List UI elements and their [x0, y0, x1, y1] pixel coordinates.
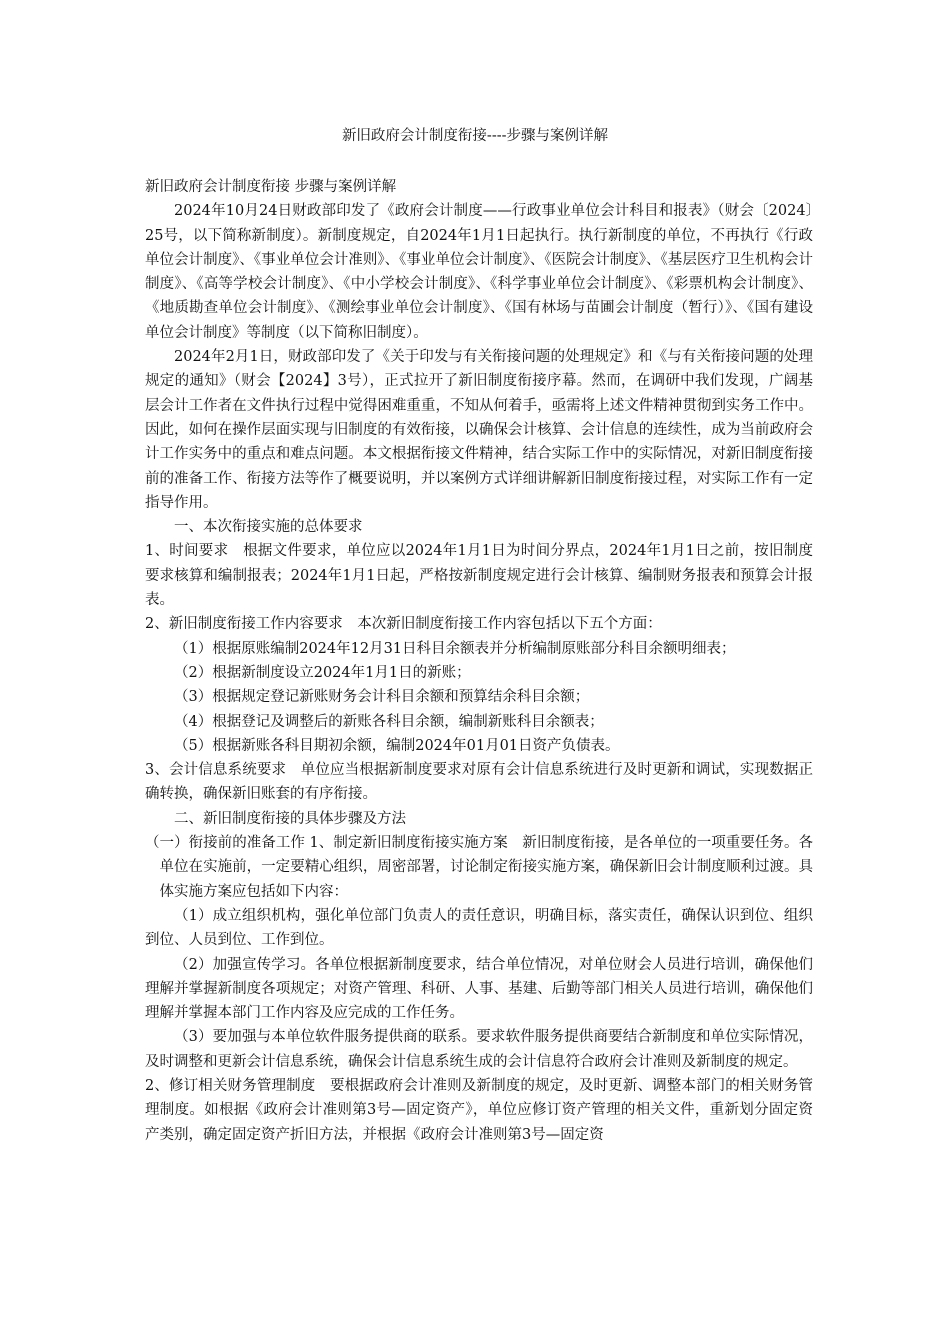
body-paragraph: （一）衔接前的准备工作 1、制定新旧制度衔接实施方案 新旧制度衔接，是各单位的一项重要任务。各单位在实施前，一定要精心组织，周密部署，讨论制定衔接实施方案，确保新旧会计制度顺利过渡。具体实施方案应包括如下内容： — [145, 835, 813, 900]
body-paragraph: 2024年2月1日，财政部印发了《关于印发与有关衔接问题的处理规定》和《与有关衔接问题的处理规定的通知》（财会【2024】3号），正式拉开了新旧制度衔接序幕。然而，在调研中我们发现，广阔基层会计工作者在文件执行过程中觉得困难重重，不知从何着手，亟需将上述文件精神贯彻到实务工作中。因此，如何在操作层面实现与旧制度的有效衔接，以确保会计核算、会计信息的连续性，成为当前政府会计工作实务中的重点和难点问题。本文根据衔接文件精神，结合实际工作中的实际情况，对新旧制度衔接前的准备工作、衔接方法等作了概要说明，并以案例方式详细讲解新旧制度衔接过程，对实际工作有一定指导作用。 — [145, 349, 813, 511]
section-heading: 一、本次衔接实施的总体要求 — [174, 519, 363, 536]
body-paragraph: 1、时间要求 根据文件要求，单位应以2024年1月1日为时间分界点，2024年1月1日之前，按旧制度要求核算和编制报表；2024年1月1日起，严格按新制度规定进行会计核算、编制财务报表和预算会计报表。 — [145, 543, 813, 609]
list-item: （4）根据登记及调整后的新账各科目余额，编制新账科目余额表； — [174, 713, 604, 730]
body-paragraph: 2024年10月24日财政部印发了《政府会计制度——行政事业单位会计科目和报表》（财会〔2024〕25号，以下简称新制度）。新制度规定，自2024年1月1日起执行。执行新制度的单位，不再执行《行政单位会计制度》、《事业单位会计准则》、《事业单位会计制度》、《医院会计制度》、《基层医疗卫生机构会计制度》、《高等学校会计制度》、《中小学校会计制度》、《科学事业单位会计制度》、《彩票机构会计制度》、《地质勘查单位会计制度》、《测绘事业单位会计制度》、《国有林场与苗圃会计制度（暂行）》、《国有建设单位会计制度》等制度（以下简称旧制度）。 — [145, 203, 813, 341]
list-item: （5）根据新账各科目期初余额，编制2024年01月01日资产负债表。 — [174, 737, 620, 754]
list-item: （3）根据规定登记新账财务会计科目余额和预算结余科目余额； — [174, 689, 590, 706]
list-item: （1）根据原账编制2024年12月31日科目余额表并分析编制原账部分科目余额明细表； — [174, 640, 736, 657]
subtitle-paragraph: 新旧政府会计制度衔接 步骤与案例详解 — [145, 179, 397, 195]
body-paragraph: 2、新旧制度衔接工作内容要求 本次新旧制度衔接工作内容包括以下五个方面： — [145, 616, 662, 633]
list-item: （2）根据新制度设立2024年1月1日的新账； — [174, 664, 471, 681]
section-heading: 二、新旧制度衔接的具体步骤及方法 — [174, 810, 406, 827]
list-item: （1）成立组织机构，强化单位部门负责人的责任意识，明确目标，落实责任，确保认识到位、组织到位、人员到位、工作到位。 — [145, 907, 813, 949]
body-paragraph: 2、修订相关财务管理制度 要根据政府会计准则及新制度的规定，及时更新、调整本部门的相关财务管理制度。如根据《政府会计准则第3号—固定资产》，单位应修订资产管理的相关文件，重新划分固定资产类别，确定固定资产折旧方法，并根据《政府会计准则第3号—固定资 — [145, 1077, 813, 1143]
document-body — [145, 175, 813, 1147]
body-paragraph: 3、会计信息系统要求 单位应当根据新制度要求对原有会计信息系统进行及时更新和调试，实现数据正确转换，确保新旧账套的有序衔接。 — [145, 762, 813, 803]
document-title: 新旧政府会计制度衔接----步骤与案例详解 — [341, 128, 609, 144]
list-item: （2）加强宣传学习。各单位根据新制度要求，结合单位情况，对单位财会人员进行培训，确保他们理解并掌握新制度各项规定；对资产管理、科研、人事、基建、后勤等部门相关人员进行培训，确保他们理解并掌握本部门工作内容及应完成的工作任务。 — [145, 956, 813, 1022]
list-item: （3）要加强与本单位软件服务提供商的联系。要求软件服务提供商要结合新制度和单位实际情况，及时调整和更新会计信息系统，确保会计信息系统生成的会计信息符合政府会计准则及新制度的规定。 — [145, 1029, 813, 1070]
